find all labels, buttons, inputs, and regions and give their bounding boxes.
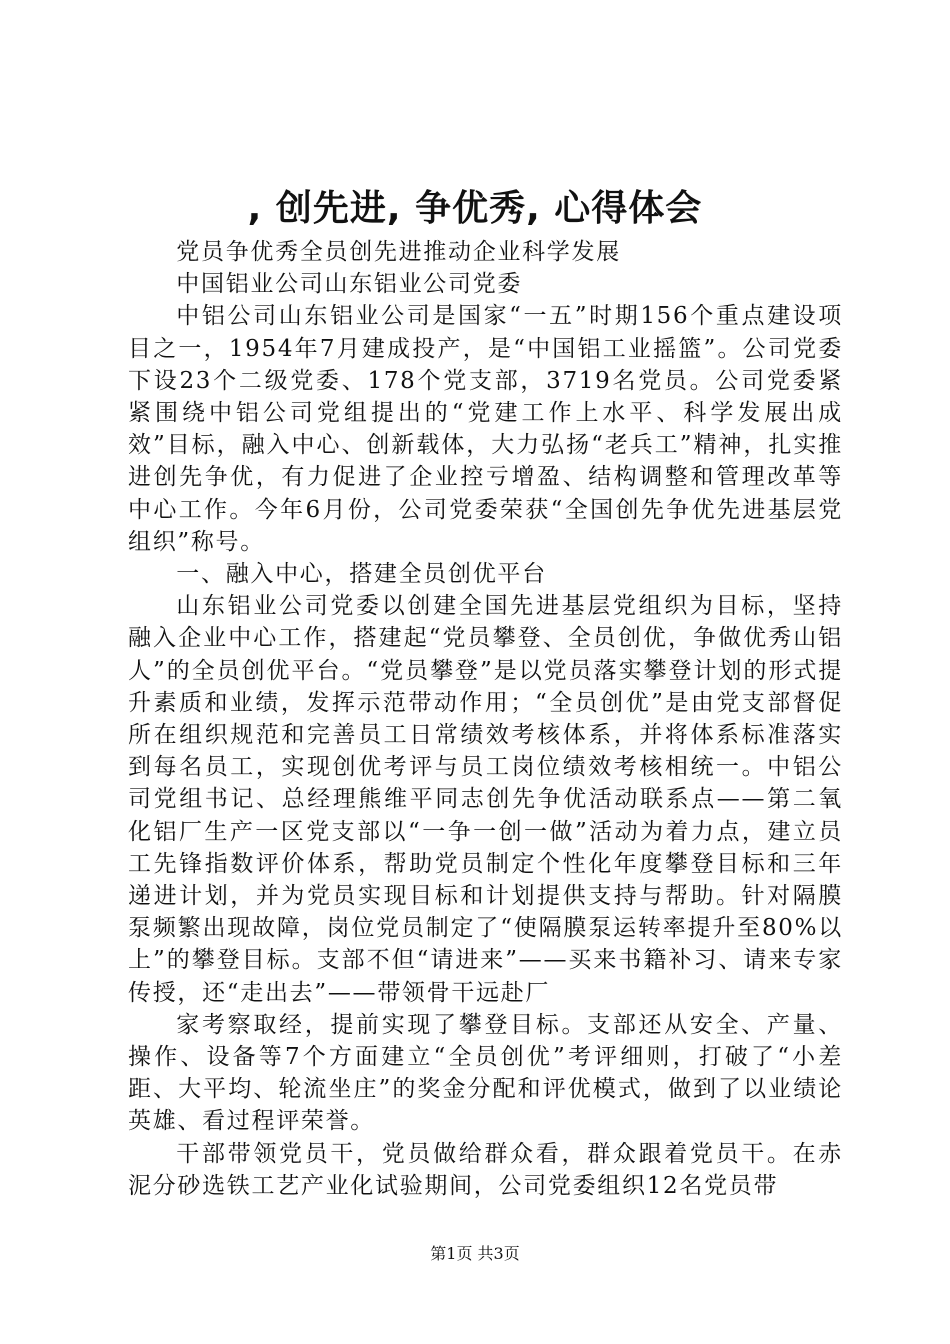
body-paragraph: 中铝公司山东铝业公司是国家“一五”时期156个重点建设项目之一，1954年7月建成投产，是“中国铝工业摇篮”。公司党委下设23个二级党委、178个党支部，3719名党员。公司党委紧紧围绕中铝公司党组提出的“党建工作上水平、科学发展出成效”目标，融入中心、创新载体，大力弘扬“老兵工”精神，扎实推进创先争优，有力促进了企业控亏增盈、结构调整和管理改革等中心工作。今年6月份，公司党委荣获“全国创先争优先进基层党组织”称号。 [128, 303, 843, 555]
body-paragraph: 家考察取经，提前实现了攀登目标。支部还从安全、产量、操作、设备等7个方面建立“全员创优”考评细则，打破了“小差距、大平均、轮流坐庄”的奖金分配和评优模式，做到了以业绩论英雄、看过程评荣誉。 [128, 1011, 843, 1135]
body-paragraph: 干部带领党员干，党员做给群众看，群众跟着党员干。在赤泥分砂选铁工艺产业化试验期间，公司党委组织12名党员带 [128, 1140, 843, 1199]
document-title: , 创先进, 争优秀, 心得体会 [247, 188, 703, 229]
body-paragraph: 山东铝业公司党委以创建全国先进基层党组织为目标，坚持融入企业中心工作，搭建起“党员攀登、全员创优，争做优秀山铝人”的全员创优平台。“党员攀登”是以党员落实攀登计划的形式提升素质和业绩，发挥示范带动作用；“全员创优”是由党支部督促所在组织规范和完善员工日常绩效考核体系，并将体系标准落实到每名员工，实现创优考评与员工岗位绩效考核相统一。中铝公司党组书记、总经理熊维平同志创先争优活动联系点——第二氧化铝厂生产一区党支部以“一争一创一做”活动为着力点，建立员工先锋指数评价体系，帮助党员制定个性化年度攀登目标和三年递进计划，并为党员实现目标和计划提供支持与帮助。针对隔膜泵频繁出现故障，岗位党员制定了“使隔膜泵运转率提升至80%以上”的攀登目标。支部不但“请进来”——买来书籍补习、请来专家传授，还“走出去”——带领骨干远赴厂 [128, 593, 843, 1006]
section-heading: 一、融入中心，搭建全员创优平台 [176, 561, 547, 588]
author-line: 中国铝业公司山东铝业公司党委 [176, 271, 523, 298]
subtitle-line: 党员争优秀全员创先进推动企业科学发展 [176, 239, 621, 265]
page-number: 第1页 共3页 [430, 1244, 520, 1263]
document-body [128, 236, 843, 1202]
